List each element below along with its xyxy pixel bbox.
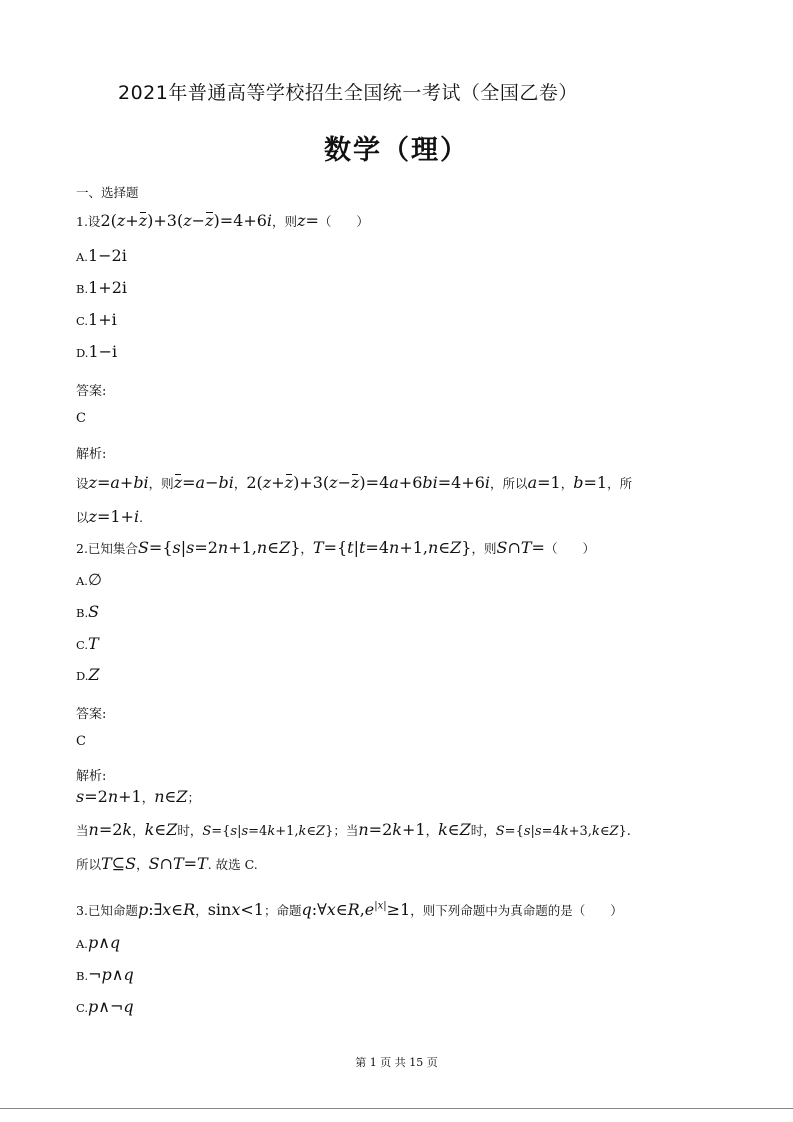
q1-suffix: （ ） xyxy=(318,214,369,229)
section-heading: 一、选择题 xyxy=(76,185,139,200)
page-number: 1 xyxy=(369,1056,377,1069)
q2-answer-label: 答案: xyxy=(76,707,107,722)
q3-option-c[interactable]: C.p∧¬q xyxy=(76,997,134,1016)
q2-analysis-line1: s=2n+1，n∈Z； xyxy=(76,787,201,806)
q1-answer: C xyxy=(76,411,86,426)
exam-title: 2021年普通高等学校招生全国统一考试（全国乙卷） xyxy=(118,82,578,104)
q2-option-d[interactable]: D.Z xyxy=(76,665,100,684)
q3-option-a-value: p∧q xyxy=(87,933,121,952)
q1-option-c-value: 1+i xyxy=(88,310,117,329)
q2-option-a[interactable]: A.∅ xyxy=(76,570,102,589)
page-footer: 第 1 页 共 15 页 xyxy=(355,1056,438,1069)
page-bottom-rule xyxy=(0,1108,793,1109)
q1-prefix: 1.设 xyxy=(76,214,101,229)
subject-title: 数学（理） xyxy=(324,135,469,166)
q1-analysis-line1: 设z=a+bi，则z=a−bi，2(z+z)+3(z−z)=4a+6bi=4+6i，所以a=1，b=1，所 xyxy=(76,473,633,492)
q2-analysis-line2: 当n=2k，k∈Z时，S={s|s=4k+1,k∈Z}；当n=2k+1，k∈Z时，S={s|s=4k+3,k∈Z}. xyxy=(76,820,631,839)
question-1: 1.设2(z+z)+3(z−z)=4+6i，则z=（ ） xyxy=(76,211,369,230)
q1-option-d-value: 1−i xyxy=(88,342,118,361)
q2-option-c[interactable]: C.T xyxy=(76,634,99,653)
q1-option-b-value: 1+2i xyxy=(88,278,127,297)
q1-equation: 2(z+z)+3(z−z)=4+6i xyxy=(100,211,273,230)
q1-mid: ，则 xyxy=(272,214,298,229)
q1-answer-label: 答案: xyxy=(76,384,107,399)
q2-analysis-label: 解析: xyxy=(76,769,107,784)
q1-analysis-label: 解析: xyxy=(76,447,107,462)
q1-option-a[interactable]: A.1−2i xyxy=(76,246,127,265)
q3-option-b[interactable]: B.¬p∧q xyxy=(76,965,134,984)
q1-analysis-line2: 以z=1+i. xyxy=(76,507,144,526)
q2-option-c-value: T xyxy=(88,634,99,653)
q1-option-a-value: 1−2i xyxy=(87,246,127,265)
q2-option-a-value: ∅ xyxy=(87,570,102,589)
q2-option-d-value: Z xyxy=(88,665,100,684)
q3-option-a[interactable]: A.p∧q xyxy=(76,933,121,952)
q3-option-c-value: p∧¬q xyxy=(88,997,134,1016)
q3-option-b-value: ¬p∧q xyxy=(88,965,134,984)
question-3: 3.已知命题p:∃x∈R，sinx<1；命题$q:\forall x\in R,e^{|x|}\ge 1$，则下列命题中为真命题的是（ ） xyxy=(76,900,623,919)
q2-analysis-line3: 所以T⊆S，S∩T=T. 故选 C. xyxy=(76,854,258,873)
q2-option-b[interactable]: B.S xyxy=(76,602,100,621)
q1-option-d[interactable]: D.1−i xyxy=(76,342,118,361)
page-total: 15 xyxy=(409,1056,424,1069)
q2-answer: C xyxy=(76,734,86,749)
q2-option-b-value: S xyxy=(88,602,100,621)
question-2: 2.已知集合S={s|s=2n+1,n∈Z}，T={t|t=4n+1,n∈Z}，则S∩T=（ ） xyxy=(76,538,595,557)
q1-option-b[interactable]: B.1+2i xyxy=(76,278,127,297)
q1-option-c[interactable]: C.1+i xyxy=(76,310,117,329)
